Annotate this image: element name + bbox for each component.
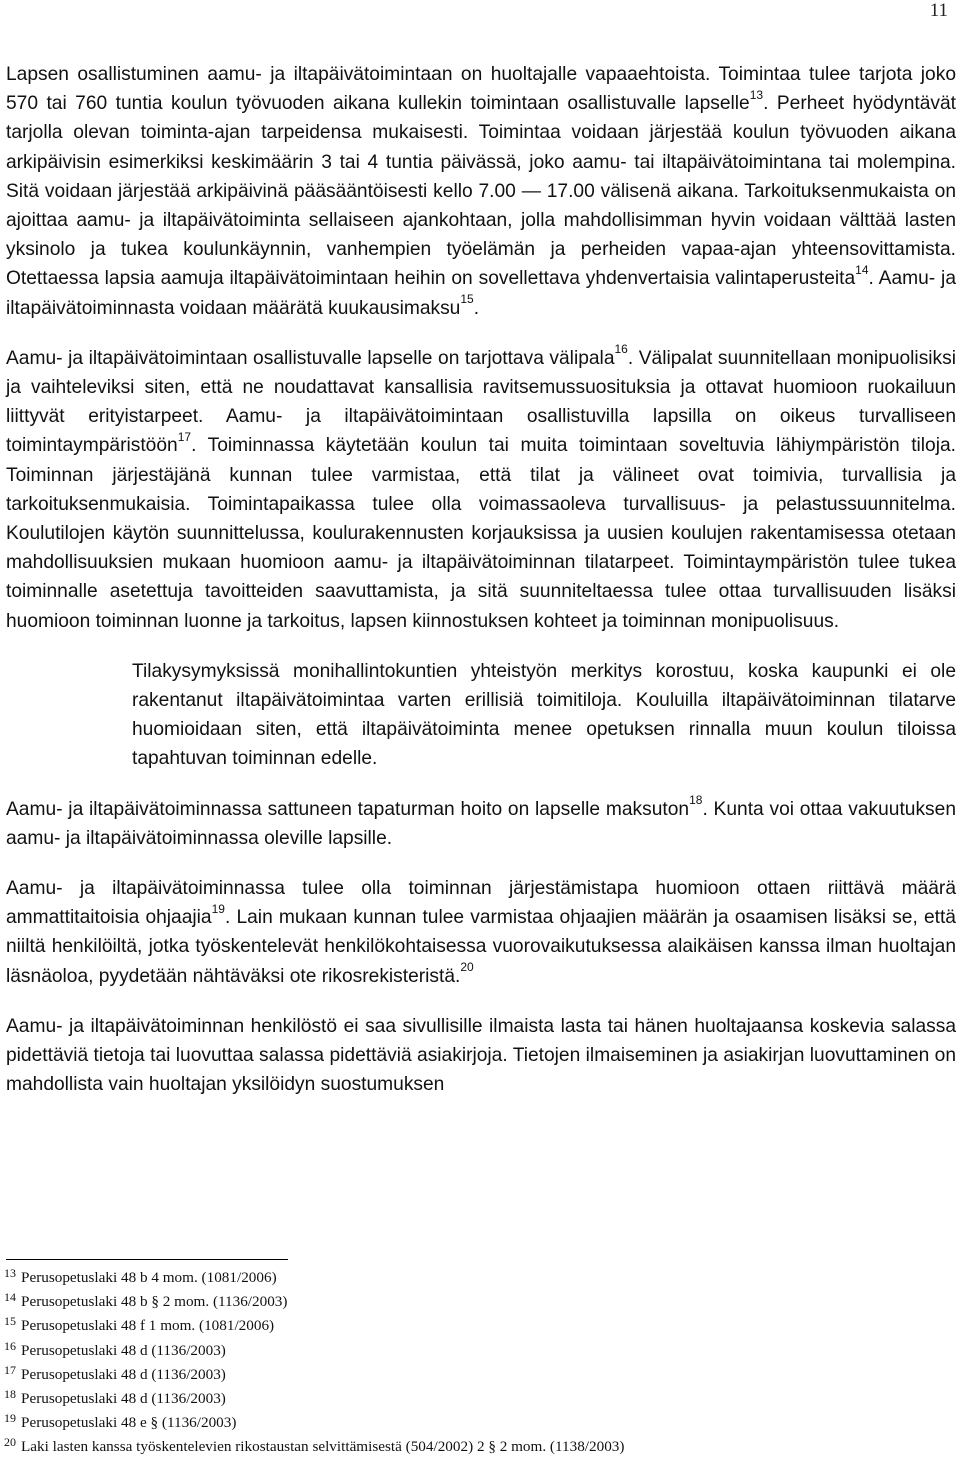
footnote-reference: 19: [211, 901, 225, 916]
footnote: [4, 1435, 954, 1459]
paragraph-text: Aamu- ja iltapäivätoiminnassa tulee olla toiminnan järjestämistapa huomioon ottaen riittävä määrä ammattitaitoisia ohjaajia: [6, 878, 956, 929]
footnote-separator: [6, 1259, 288, 1260]
footnote-number: 13: [4, 1266, 16, 1280]
paragraph-text: Aamu- ja iltapäivätoimintaan osallistuvalle lapselle on tarjottava välipala: [6, 347, 615, 369]
footnote-number: 18: [4, 1387, 16, 1402]
footnote-reference: 15: [460, 292, 474, 307]
paragraph: [6, 60, 956, 323]
paragraph: [6, 874, 956, 991]
footnote: [4, 1290, 954, 1314]
footnote-number: 20: [4, 1435, 16, 1450]
footnote-text: Perusopetuslaki 48 b 4 mom. (1081/2006): [21, 1269, 277, 1286]
paragraph-text: . Aamu- ja iltapäivätoiminnasta voidaan määrätä kuukausimaksu: [6, 268, 956, 319]
footnote-text: Perusopetuslaki 48 d (1136/2003): [21, 1390, 226, 1408]
footnote-text: Perusopetuslaki 48 e § (1136/2003): [21, 1414, 237, 1432]
body-text: [6, 60, 956, 1121]
footnote-number: 17: [4, 1362, 16, 1377]
paragraph-text: . Kunta voi ottaa vakuutuksen aamu- ja iltapäivätoiminnassa oleville lapsille.: [6, 798, 956, 849]
footnote: [4, 1363, 954, 1387]
page-number: 11: [929, 0, 948, 21]
paragraph: [6, 1012, 956, 1100]
footnote: [4, 1314, 954, 1338]
footnote-text: Perusopetuslaki 48 f 1 mom. (1081/2006): [21, 1317, 275, 1335]
paragraph-text: Aamu- ja iltapäivätoiminnassa sattuneen tapaturman hoito on lapselle maksuton: [6, 798, 690, 820]
footnote-reference: 16: [614, 342, 628, 357]
paragraph-text: . Toiminnassa käytetään koulun tai muita toimintaan soveltuvia lähiympäristön tiloja. Toiminnan järjestäjänä kunnan tulee varmistaa, että tilat ja välineet ovat toimivia, turvallisia ja tarkoituksenmukaisia. Toimintapaikassa tulee olla voimassaoleva turvallisuus- ja pelastussuunnitelma. Koulutilojen käytön suunnittelussa, koulurakennusten korjauksissa ja uusien koulujen rakentamisessa otetaan mahdollisuuksien mukaan huomioon aamu- ja iltapäivätoiminnan tilatarpeet. Toimintaympäristön tulee tukea toiminnalle asetettuja tavoitteiden saavuttamista, ja sitä suunniteltaessa tulee ottaa turvallisuuden lisäksi huomioon toiminnan luonne ja tarkoitus, lapsen kiinnostuksen kohteet ja toiminnan monipuolisuus.: [6, 435, 956, 632]
footnote-number: 15: [4, 1314, 16, 1329]
footnote: [4, 1339, 954, 1363]
footnote-number: 16: [4, 1338, 16, 1353]
footnote-number: 14: [4, 1290, 16, 1305]
paragraph: [6, 344, 956, 636]
paragraph-text: Tilakysymyksissä monihallintokuntien yhteistyön merkitys korostuu, koska kaupunki ei ole rakentanut iltapäivätoimintaa varten erillisiä toimitiloja. Kouluilla iltapäivätoiminnan tilatarve huomioidaan siten, että iltapäivätoiminta menee opetuksen rinnalla muun koulun tiloissa tapahtuvan toiminnan edelle.: [132, 660, 956, 770]
footnote-reference: 18: [689, 793, 703, 808]
paragraph-text: Aamu- ja iltapäivätoiminnan henkilöstö ei saa sivullisille ilmaista lasta tai hänen huoltajaansa koskevia salassa pidettäviä tietoja tai luovuttaa salassa pidettäviä asiakirjoja. Tietojen ilmaiseminen ja asiakirjan luovuttaminen on mahdollista vain huoltajan yksilöidyn suostumuksen: [6, 1015, 956, 1096]
footnote-text: Perusopetuslaki 48 d (1136/2003): [21, 1365, 226, 1383]
footnotes: [4, 1266, 954, 1460]
quoted-paragraph: [132, 657, 956, 774]
footnote: [4, 1387, 954, 1411]
paragraph-text: . Perheet hyödyntävät tarjolla olevan toiminta-ajan tarpeidensa mukaisesti. Toimintaa voidaan järjestää koulun työvuoden aikana arkipäivisin esimerkiksi keskimäärin 3 tai 4 tuntia päivässä, joko aamu- tai iltapäivätoimintana tai molempina. Sitä voidaan järjestää arkipäivinä pääsääntöisesti kello 7.00 — 17.00 välisenä aikana. Tarkoituksenmukaista on ajoittaa aamu- ja iltapäivätoiminta sellaiseen ajankohtaan, jolla mahdollisimman hyvin voidaan välttää lasten yksinolo ja tukea koulunkäynnin, vanhempien työelämän ja perheiden vapaa-ajan yhteensovittamista. Otettaessa lapsia aamuja iltapäivätoimintaan heihin on sovellettava yhdenvertaisia valintaperusteita: [6, 93, 956, 290]
footnote-number: 19: [4, 1411, 16, 1426]
footnote: [4, 1411, 954, 1435]
footnote-reference: 14: [855, 263, 869, 278]
paragraph: [6, 795, 956, 853]
paragraph-text: Lapsen osallistuminen aamu- ja iltapäivätoimintaan on huoltajalle vapaaehtoista. Toimintaa tulee tarjota joko 570 tai 760 tuntia koulun työvuoden aikana kullekin toimintaan osallistuvalle lapselle: [6, 64, 956, 115]
footnote-text: Perusopetuslaki 48 d (1136/2003): [21, 1341, 226, 1359]
footnote-reference: 20: [460, 960, 474, 975]
footnote-text: Laki lasten kanssa työskentelevien rikostaustan selvittämisestä (504/2002) 2 § 2 mom. (1138/2003): [21, 1438, 625, 1456]
footnote: [4, 1266, 954, 1290]
paragraph-text: .: [473, 297, 480, 319]
footnote-reference: 17: [177, 430, 192, 445]
footnote-text: Perusopetuslaki 48 b § 2 mom. (1136/2003): [21, 1293, 288, 1311]
footnote-reference: 13: [749, 87, 764, 102]
paragraph-text: . Lain mukaan kunnan tulee varmistaa ohjaajien määrän ja osaamisen lisäksi se, että niiltä henkilöiltä, jotka työskentelevät henkilökohtaisessa vuorovaikutuksessa alaikäisen kanssa ilman huoltajan läsnäoloa, pyydetään nähtäväksi ote rikosrekisteristä.: [6, 907, 956, 987]
paragraph-text: . Välipalat suunnitellaan monipuolisiksi ja vaihteleviksi siten, että ne noudattavat kansallisia ravitsemussuosituksia ja ottavat huomioon ruokailuun liittyvät erityistarpeet. Aamu- ja iltapäivätoimintaan osallistuvilla lapsilla on oikeus turvalliseen toimintaympäristöön: [6, 347, 956, 457]
